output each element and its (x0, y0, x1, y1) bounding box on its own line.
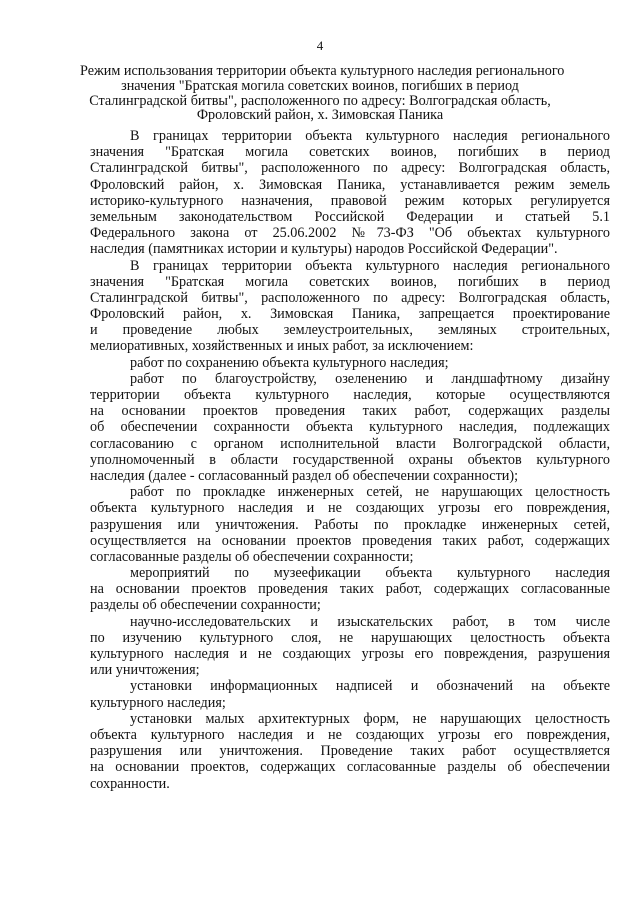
paragraph-line: об обеспечении сохранности объекта культурного наследия, подлежащих (90, 419, 610, 436)
title-line: значения "Братская могила советских воинов, погибших в период (121, 77, 519, 94)
paragraph-line: культурного наследия; (90, 694, 226, 711)
paragraph-line: на основании проектов проведения таких работ, содержащих согласованные (90, 581, 610, 598)
title-line: Фроловский район, х. Зимовская Паника (196, 107, 444, 124)
paragraph-line: значения "Братская могила советских воинов, погибших в период (90, 273, 610, 290)
paragraph-line: В границах территории объекта культурного наследия регионального (130, 257, 610, 274)
paragraph-line: установки малых архитектурных форм, не нарушающих целостность (130, 710, 610, 727)
paragraph-line: Сталинградской битвы", расположенного по адресу: Волгоградская область, (90, 160, 610, 177)
paragraph-line: Федерального закона от 25.06.2002 №73-ФЗ "Об объектах культурного (90, 225, 610, 242)
paragraph-line: научно-исследовательских и изыскательских работ, в том числе (130, 613, 610, 630)
paragraph-line: осуществляется на основании проектов проведения таких работ, содержащих (90, 532, 610, 549)
paragraph-line: или уничтожения; (90, 662, 200, 679)
paragraph-line: значения "Братская могила советских воинов, погибших в период (90, 144, 610, 161)
paragraph-line: на основании проектов, содержащих согласованные разделы об обеспечении (90, 759, 610, 776)
paragraph (90, 355, 610, 371)
paragraph (90, 484, 610, 565)
paragraph-line: и проведение любых землеустроительных, земляных строительных, (90, 322, 610, 339)
paragraph-line: наследия (памятниках истории и культуры) народов Российской Федерации". (90, 241, 558, 258)
paragraph-line: объекта культурного наследия и не создающих угрозы его повреждения, (90, 726, 610, 743)
paragraph-line: мелиоративных, хозяйственных и иных работ, за исключением: (90, 338, 474, 355)
paragraph (90, 128, 610, 258)
paragraph-line: объекта культурного наследия и не создающих угрозы его повреждения, (90, 500, 610, 517)
paragraph-line: наследия (далее - согласованный раздел об обеспечении сохранности); (90, 467, 519, 484)
paragraph-line: Сталинградской битвы", расположенного по адресу: Волгоградская область, (90, 289, 610, 306)
paragraph (90, 371, 610, 484)
title-line: Режим использования территории объекта культурного наследия регионального (80, 63, 565, 79)
paragraph-line: работ по прокладке инженерных сетей, не нарушающих целостность (130, 484, 610, 501)
paragraph-line: историко-культурного назначения, правовой режим которых регулируется (90, 192, 610, 209)
paragraph-line: по изучению культурного слоя, не нарушающих целостность объекта (90, 629, 610, 646)
paragraph (90, 258, 610, 355)
paragraph-line: установки информационных надписей и обозначений на объекте (130, 678, 610, 695)
paragraph-line: согласованию с органом исполнительной власти Волгоградской области, (90, 435, 610, 452)
document-title (80, 63, 565, 124)
document-body (90, 128, 610, 792)
paragraph-line: земельным законодательством Российской Федерации и статьей 5.1 (90, 208, 610, 225)
paragraph-line: Фроловский район, х. Зимовская Паника, устанавливается режим земель (90, 176, 610, 193)
paragraph-line: работ по сохранению объекта культурного наследия; (130, 354, 449, 371)
paragraph-line: сохранности. (90, 775, 170, 792)
paragraph-line: В границах территории объекта культурного наследия регионального (130, 128, 610, 144)
paragraph-line: разрушения или уничтожения. Проведение таких работ осуществляется (90, 743, 610, 760)
paragraph-line: мероприятий по музеефикации объекта культурного наследия (130, 565, 610, 582)
paragraph-line: уполномоченный в области государственной охраны объектов культурного (90, 451, 610, 468)
paragraph-line: территории объекта культурного наследия, которые осуществляются (90, 387, 610, 403)
paragraph (90, 614, 610, 679)
paragraph-line: разрушения или уничтожения. Работы по прокладке инженерных сетей, (90, 516, 610, 533)
paragraph (90, 678, 610, 710)
page-number: 4 (316, 38, 324, 53)
paragraph-line: работ по благоустройству, озеленению и ландшафтному дизайну (130, 370, 610, 387)
paragraph-line: согласованные разделы об обеспечении сохранности; (90, 548, 414, 565)
paragraph-line: разделы об обеспечении сохранности; (90, 597, 321, 614)
paragraph (90, 711, 610, 792)
paragraph-line: на основании проектов проведения таких работ, содержащих разделы (90, 403, 610, 420)
title-line: Сталинградской битвы", расположенного по адресу: Волгоградская область, (89, 92, 551, 109)
paragraph (90, 565, 610, 614)
paragraph-line: Фроловский район, х. Зимовская Паника, запрещается проектирование (90, 306, 610, 323)
paragraph-line: культурного наследия и не создающих угрозы его повреждения, разрушения (90, 646, 610, 662)
